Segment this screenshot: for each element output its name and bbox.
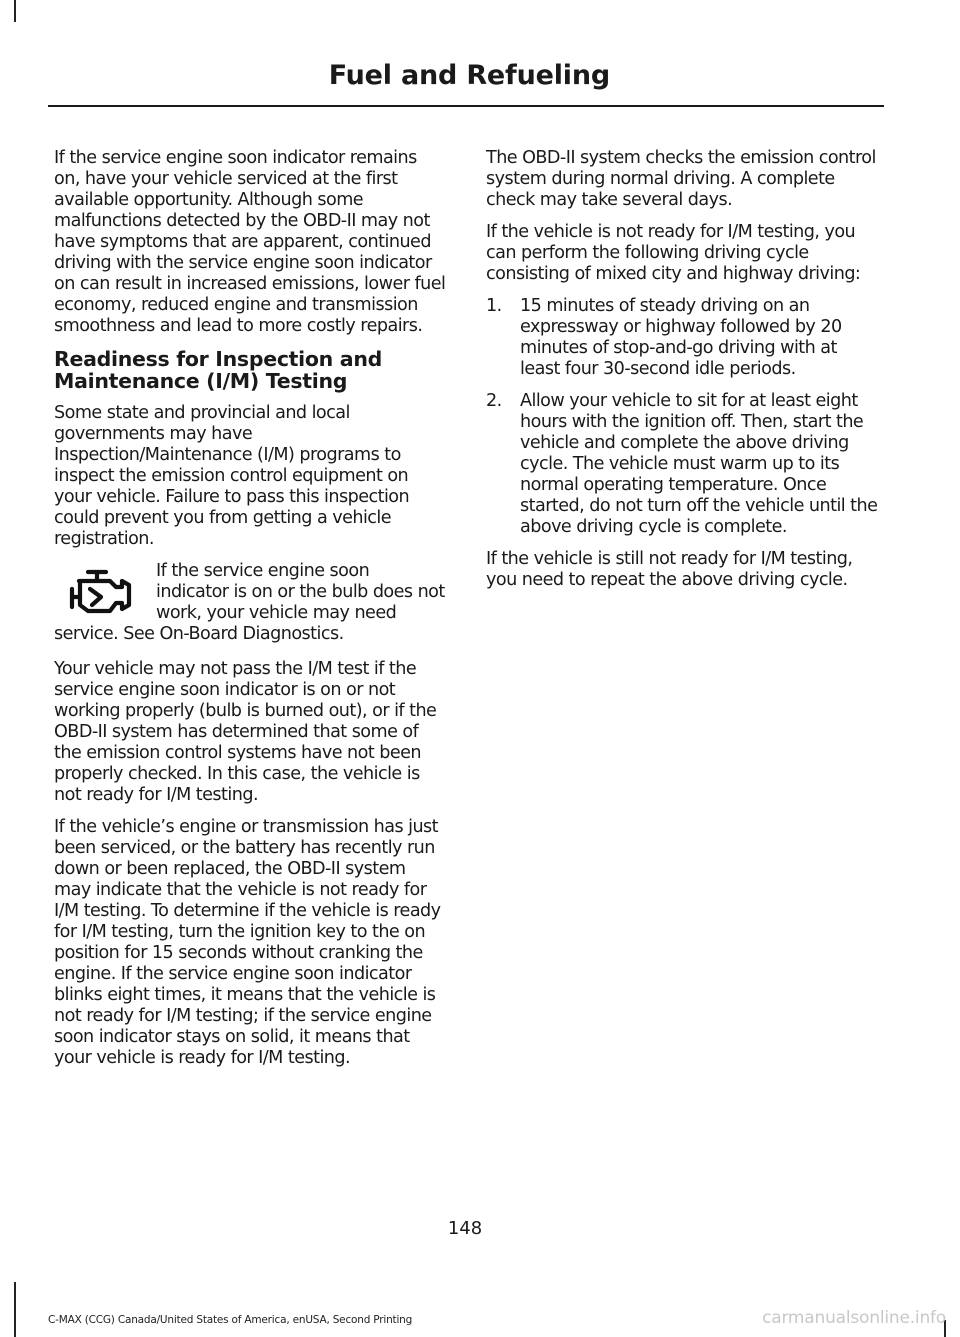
crop-mark-top-left — [14, 0, 16, 22]
page-title: Fuel and Refueling — [328, 60, 610, 91]
numbered-list — [486, 296, 880, 538]
paragraph: Some state and provincial and local governments may have Inspection/Maintenance (I/M) programs to inspect the emission control equipment on your vehicle. Failure to pass this inspection could prevent you from getting a vehicle registration. — [54, 403, 410, 549]
footer-text: C-MAX (CCG) Canada/United States of America, enUSA, Second Printing — [48, 1314, 413, 1326]
section-heading: Readiness for Inspection and Maintenance (I/M) Testing — [54, 347, 383, 393]
paragraph: If the service engine soon indicator is on or the bulb does not work, your vehicle may need service. See On-Board Diagnostics. — [54, 561, 445, 644]
paragraph: Your vehicle may not pass the I/M test if the service engine soon indicator is on or not working properly (bulb is burned out), or if the OBD-II system has determined that some of the emission control systems have not been properly checked. In this case, the vehicle is not ready for I/M testing. — [54, 659, 437, 805]
list-item-number: 1. — [486, 296, 502, 316]
right-column — [486, 148, 880, 602]
paragraph: The OBD-II system checks the emission control system during normal driving. A complete check may take several days. — [486, 148, 876, 210]
paragraph: If the service engine soon indicator remains on, have your vehicle serviced at the first available opportunity. Although some malfunctions detected by the OBD-II may not have symptoms that are apparent, continued driving with the service engine soon indicator on can result in increased emissions, lower fuel economy, reduced engine and transmission smoothness and lead to more costly repairs. — [54, 148, 446, 336]
list-item-number: 2. — [486, 391, 502, 411]
watermark: carmanualsonline.info — [762, 1308, 946, 1328]
list-item — [486, 296, 880, 380]
list-item — [486, 391, 880, 538]
icon-paragraph — [54, 561, 446, 645]
paragraph: If the vehicle is not ready for I/M testing, you can perform the following driving cycle consisting of mixed city and highway driving: — [486, 222, 861, 284]
list-item-text: 15 minutes of steady driving on an expressway or highway followed by 20 minutes of stop-and-go driving with at least four 30-second idle periods. — [520, 296, 842, 379]
left-column — [54, 148, 446, 1080]
page-number: 148 — [447, 1218, 483, 1239]
crop-mark-bottom-left — [14, 1282, 16, 1337]
check-engine-icon — [66, 567, 136, 619]
header-divider — [48, 105, 884, 107]
list-item-text: Allow your vehicle to sit for at least eight hours with the ignition off. Then, start the vehicle and complete the above driving cycle. The vehicle must warm up to its normal operating temperature. Once started, do not turn off the vehicle until the above driving cycle is complete. — [520, 391, 878, 537]
paragraph: If the vehicle is still not ready for I/M testing, you need to repeat the above driving cycle. — [486, 549, 853, 590]
paragraph: If the vehicle’s engine or transmission has just been serviced, or the battery has recently run down or been replaced, the OBD-II system may indicate that the vehicle is not ready for I/M testing. To determine if the vehicle is ready for I/M testing, turn the ignition key to the on position for 15 seconds without cranking the engine. If the service engine soon indicator blinks eight times, it means that the vehicle is not ready for I/M testing; if the service engine soon indicator stays on solid, it means that your vehicle is ready for I/M testing. — [54, 817, 441, 1068]
